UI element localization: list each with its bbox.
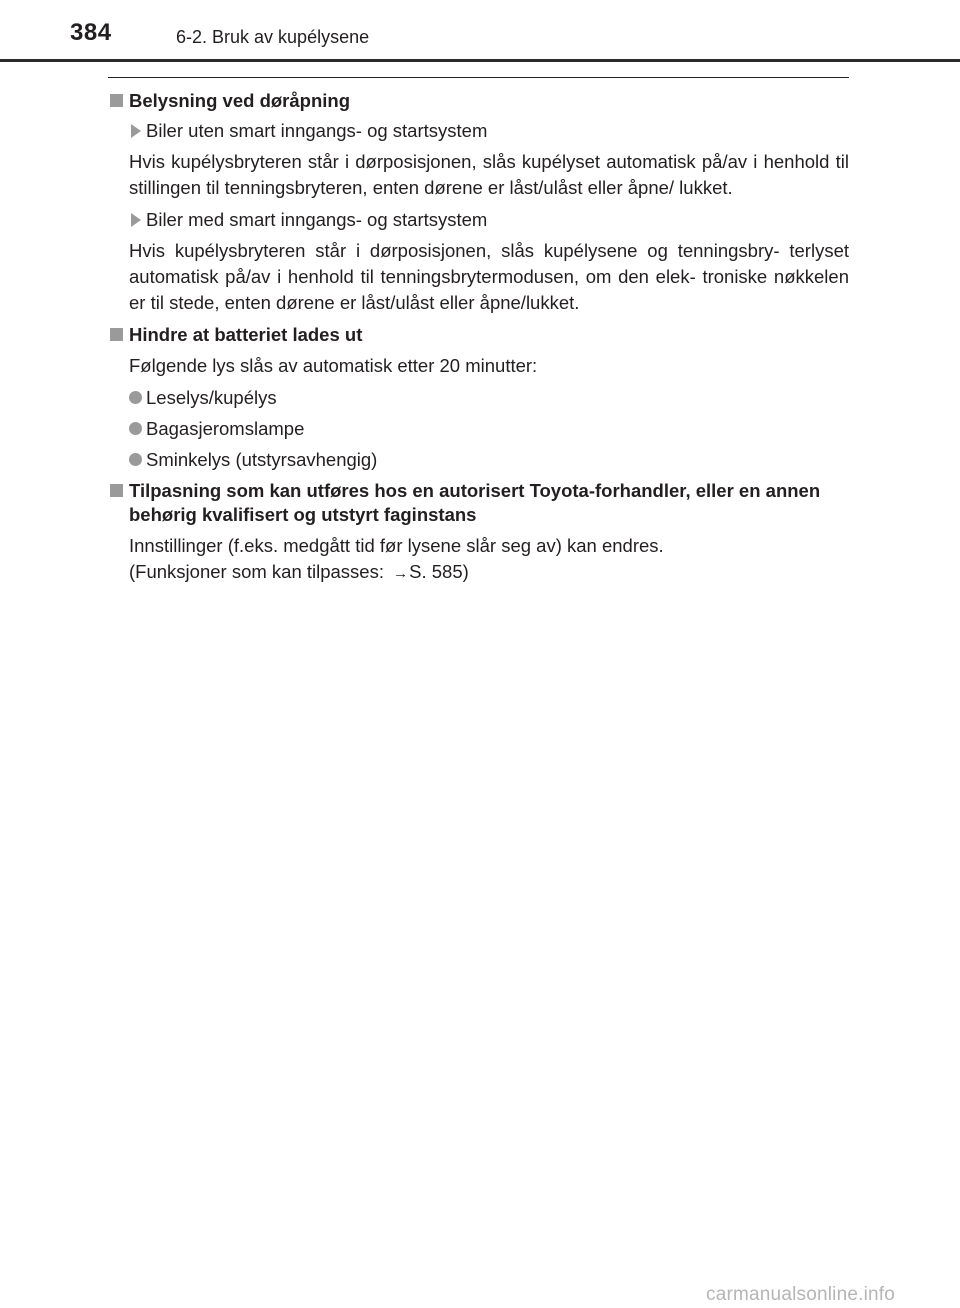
round-bullet-icon xyxy=(129,422,142,435)
page-reference-link[interactable]: S. 585) xyxy=(409,561,469,582)
heading-text: Hindre at batteriet lades ut xyxy=(129,324,363,345)
section-heading-battery xyxy=(108,323,849,347)
subheading-text: Biler med smart inngangs- og startsystem xyxy=(146,209,488,230)
list-item xyxy=(108,386,849,410)
section-heading-door-lighting xyxy=(108,89,849,113)
page-header xyxy=(0,0,960,62)
list-item-text: Leselys/kupélys xyxy=(146,387,277,408)
triangle-bullet-icon xyxy=(131,213,141,227)
round-bullet-icon xyxy=(129,453,142,466)
customization-line-2-prefix: (Funksjoner som kan tilpasses: xyxy=(129,561,390,582)
page-number: 384 xyxy=(70,19,112,46)
list-item-text: Sminkelys (utstyrsavhengig) xyxy=(146,449,378,470)
round-bullet-icon xyxy=(129,391,142,404)
section-title: 6-2. Bruk av kupélysene xyxy=(176,27,370,47)
subheading-text: Biler uten smart inngangs- og startsystem xyxy=(146,120,488,141)
square-bullet-icon xyxy=(110,484,123,497)
heading-text: Belysning ved døråpning xyxy=(129,90,350,111)
square-bullet-icon xyxy=(110,328,123,341)
arrow-right-icon: → xyxy=(393,565,409,582)
list-item-text: Bagasjeromslampe xyxy=(146,418,305,439)
triangle-bullet-icon xyxy=(131,124,141,138)
subheading-with-smart-entry xyxy=(108,208,849,232)
list-item xyxy=(108,448,849,472)
section-heading-customization xyxy=(108,479,849,527)
heading-text: Tilpasning som kan utføres hos en autorisert Toyota-forhandler, eller en annen behørig kvalifisert og utstyrt faginstans xyxy=(129,480,821,525)
header-rule xyxy=(0,59,960,62)
paragraph-battery-intro: Følgende lys slås av automatisk etter 20 minutter: xyxy=(129,355,538,376)
paragraph-with-smart-entry: Hvis kupélysbryteren står i dørposisjonen, slås kupélysene og tenningsbry- terlyset automatisk på/av i henhold til tenningsbrytermodusen, om den elek- troniske nøkkelen er til stede, enten dørene er låst/ulåst eller åpne/lukket. xyxy=(129,240,849,313)
subheading-without-smart-entry xyxy=(108,119,849,143)
square-bullet-icon xyxy=(110,94,123,107)
watermark-text: carmanualsonline.info xyxy=(706,1284,896,1305)
page-content xyxy=(108,89,849,594)
content-rule xyxy=(108,77,849,78)
paragraph-without-smart-entry: Hvis kupélysbryteren står i dørposisjonen, slås kupélyset automatisk på/av i henhold til stillingen til tenningsbryteren, enten dørene er låst/ulåst eller åpne/ lukket. xyxy=(129,151,849,198)
list-item xyxy=(108,417,849,441)
customization-line-1: Innstillinger (f.eks. medgått tid før lysene slår seg av) kan endres. xyxy=(129,535,664,556)
paragraph-customization xyxy=(129,533,849,587)
